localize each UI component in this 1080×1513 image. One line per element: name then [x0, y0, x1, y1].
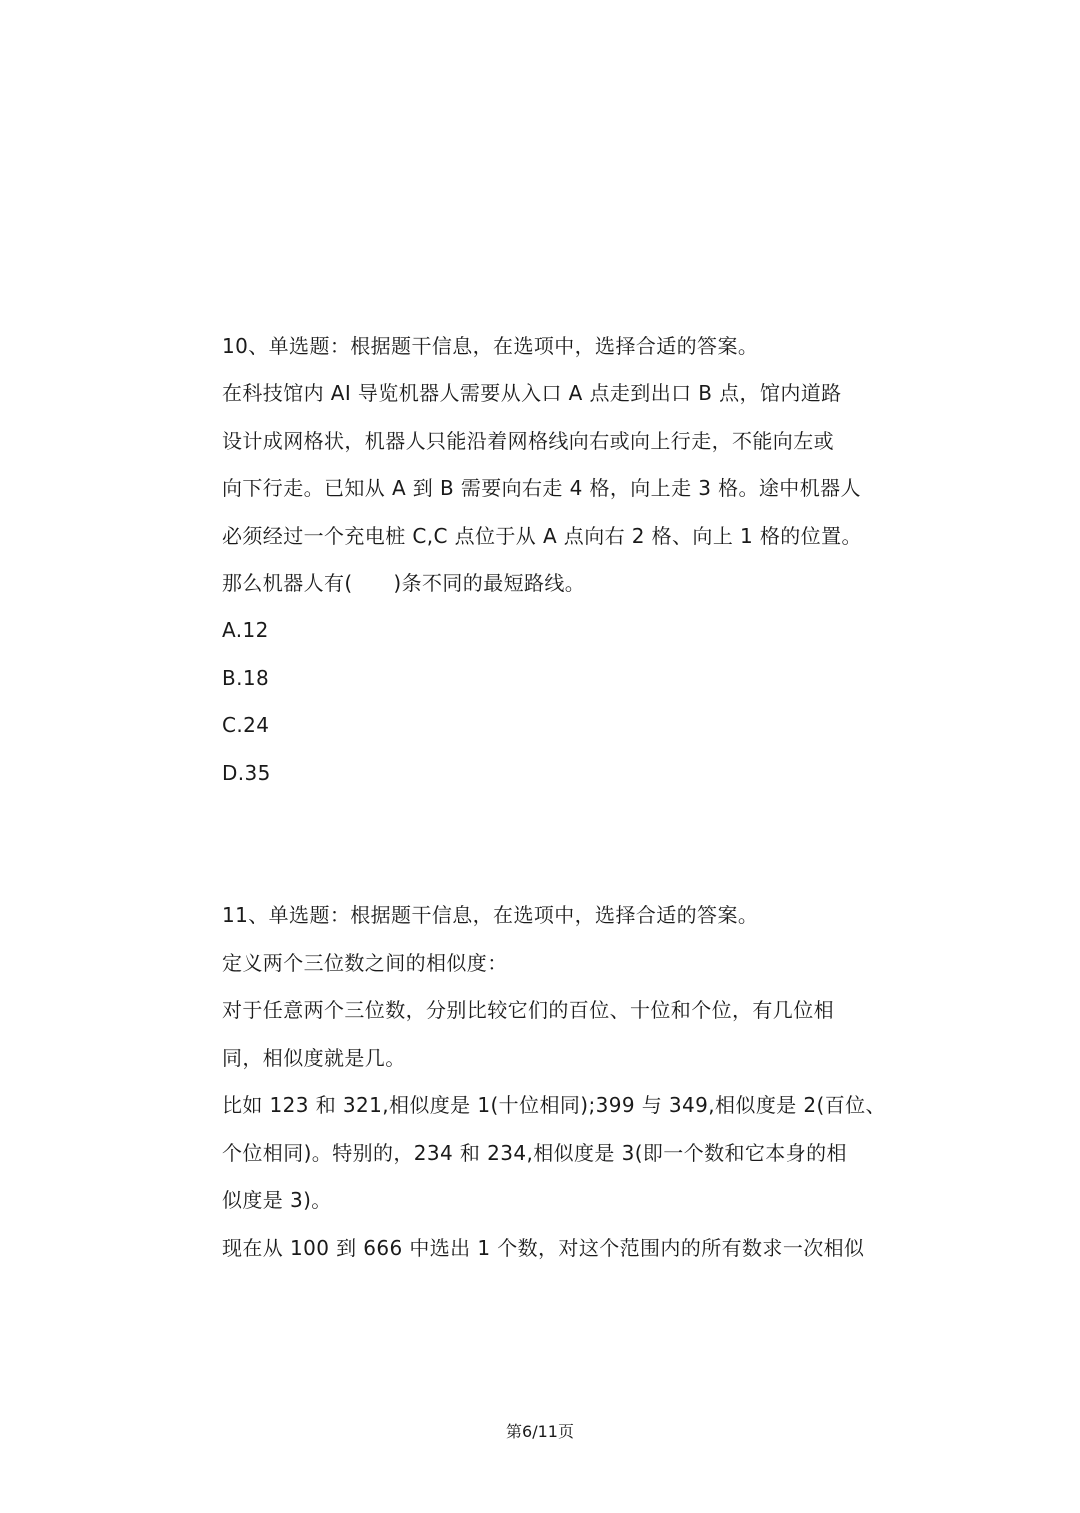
question-10-stem-line: 必须经过一个充电桩 C,C 点位于从 A 点向右 2 格、向上 1 格的位置。 [222, 524, 862, 548]
question-10-option-b: B.18 [222, 666, 270, 690]
page-number: 第6/11页 [506, 1422, 574, 1441]
question-11-stem-line: 同，相似度就是几。 [222, 1046, 406, 1070]
question-10-option-a: A.12 [222, 618, 269, 642]
question-11-stem-line: 个位相同)。特别的，234 和 234,相似度是 3(即一个数和它本身的相 [222, 1141, 847, 1165]
question-11-header: 11、单选题：根据题干信息，在选项中，选择合适的答案。 [222, 903, 759, 927]
question-10-option-d: D.35 [222, 761, 271, 785]
question-11-stem-line: 似度是 3)。 [222, 1188, 332, 1212]
question-10-option-c: C.24 [222, 713, 270, 737]
question-11-stem-line: 比如 123 和 321,相似度是 1(十位相同);399 与 349,相似度是 2(百位、 [222, 1093, 886, 1117]
question-11-stem-line: 定义两个三位数之间的相似度： [222, 951, 508, 975]
question-10-stem-line: 在科技馆内 AI 导览机器人需要从入口 A 点走到出口 B 点，馆内道路 [222, 381, 842, 405]
question-10-header: 10、单选题：根据题干信息，在选项中，选择合适的答案。 [222, 334, 759, 358]
question-10-stem-line: 向下行走。已知从 A 到 B 需要向右走 4 格，向上走 3 格。途中机器人 [222, 476, 861, 500]
question-10-stem-line: 设计成网格状，机器人只能沿着网格线向右或向上行走，不能向左或 [222, 429, 834, 453]
question-11-stem-line: 对于任意两个三位数，分别比较它们的百位、十位和个位，有几位相 [222, 998, 834, 1022]
question-11-stem-line: 现在从 100 到 666 中选出 1 个数，对这个范围内的所有数求一次相似 [222, 1236, 865, 1260]
question-10-stem-line: 那么机器人有( )条不同的最短路线。 [222, 571, 586, 595]
